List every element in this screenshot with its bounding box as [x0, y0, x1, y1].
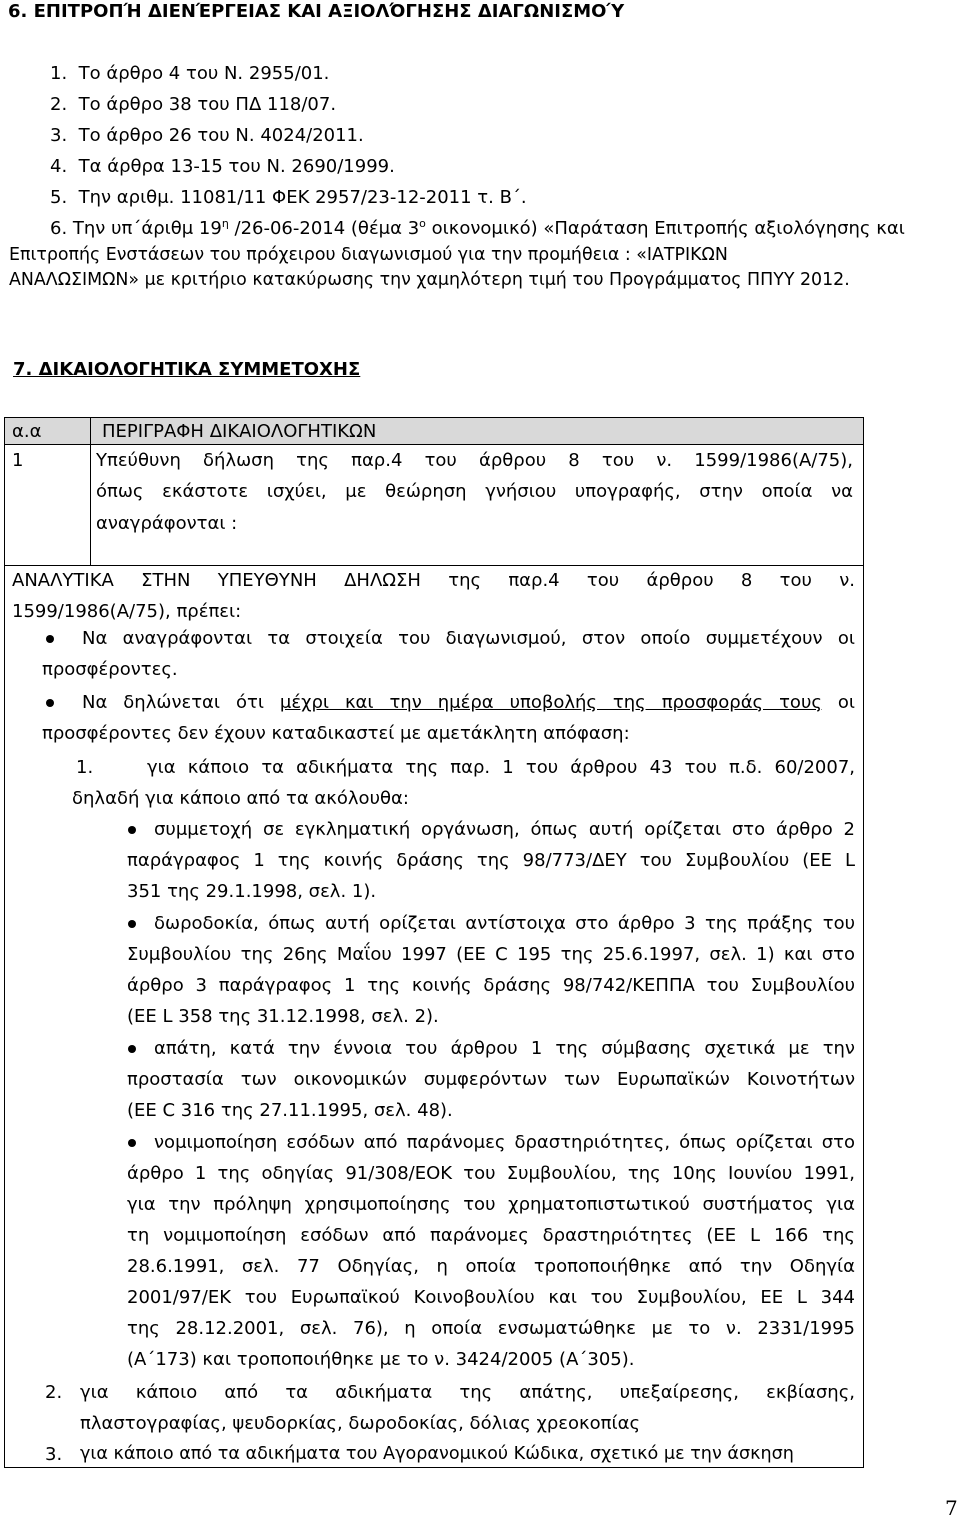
list-item-6: 6. Την υπ΄άριθμ $19^\eta$ /26-06-2014 (θέμα $3^o$ οικονομικό) «Παράταση Επιτροπής αξιολόγησης και — [50, 217, 905, 239]
section-6-title: 6. ΕΠΙΤΡΟΠΉ ΔΙΕΝΈΡΓΕΙΑΣ ΚΑΙ ΑΞΙΟΛΌΓΗΣΗΣ ΔΙΑΓΩΝΙΣΜΟΎ — [8, 1, 625, 22]
crime-text: της 28.12.2001, σελ. 76), η οποία ενσωματώθηκε με το ν. 2331/1995 — [127, 1318, 855, 1339]
bullet-icon — [128, 1139, 136, 1147]
crime-text: προστασία των οικονομικών συμφερόντων των Ευρωπαϊκών Κοινοτήτων — [127, 1069, 855, 1090]
row-description-line: Υπεύθυνη δήλωση της παρ.4 του άρθρου 8 του ν. 1599/1986(Α/75), — [96, 450, 853, 471]
table-header-number: α.α — [12, 421, 42, 442]
crime-text: (ΕΕ C 316 της 27.11.1995, σελ. 48). — [127, 1100, 453, 1121]
sub-item-number: 1. — [76, 757, 94, 778]
list-item: 2. Το άρθρο 38 του ΠΔ 118/07. — [50, 94, 337, 115]
table-row-divider — [5, 565, 863, 566]
bullet-text: προσφέροντες δεν έχουν καταδικαστεί με αμετάκλητη απόφαση: — [42, 723, 630, 744]
crime-text: απάτη, κατά την έννοια του άρθρου 1 της σύμβασης σχετικά με την — [154, 1038, 855, 1059]
row-description-line: όπως εκάστοτε ισχύει, με θεώρηση γνήσιου υπογραφής, στην οποία να — [96, 481, 853, 502]
page-number: 7 — [945, 1496, 958, 1520]
crime-text: (Α΄173) και τροποποιήθηκε με το ν. 3424/2005 (Α΄305). — [127, 1349, 635, 1370]
crime-text: 2001/97/ΕΚ του Ευρωπαϊκού Κοινοβουλίου και του Συμβουλίου, ΕΕ L 344 — [127, 1287, 855, 1308]
list-item: 4. Τα άρθρα 13-15 του Ν. 2690/1999. — [50, 156, 395, 177]
crime-text: δωροδοκία, όπως αυτή ορίζεται αντίστοιχα στο άρθρο 3 της πράξης του — [154, 913, 855, 934]
list-item-6-line-3: ΑΝΑΛΩΣΙΜΩΝ» με κριτήριο κατακύρωσης την χαμηλότερη τιμή του Προγράμματος ΠΠΥΥ 2012. — [9, 270, 850, 290]
sub-item-text: για κάποιο από τα αδικήματα της απάτης, υπεξαίρεσης, εκβίασης, — [80, 1382, 855, 1403]
bullet-icon — [128, 1045, 136, 1053]
table-header-description: ΠΕΡΙΓΡΑΦΗ ΔΙΚΑΙΟΛΟΓΗΤΙΚΩΝ — [102, 421, 377, 442]
sub-item-text: δηλαδή για κάποιο από τα ακόλουθα: — [72, 788, 409, 809]
crime-text: για την πρόληψη χρησιμοποίησης του χρηματοπιστωτικού συστήματος για — [127, 1194, 855, 1215]
bullet-icon — [128, 826, 136, 834]
crime-text: παράγραφος 1 της κοινής δράσης της 98/773/ΔΕΥ του Συμβουλίου (ΕΕ L — [127, 850, 855, 871]
crime-text: Συμβουλίου της 26ης Μαΐου 1997 (ΕΕ C 195 της 25.6.1997, σελ. 1) και στο — [127, 944, 855, 965]
list-item: 3. Το άρθρο 26 του Ν. 4024/2011. — [50, 125, 364, 146]
list-item-6-line-2: Επιτροπής Ενστάσεων του πρόχειρου διαγωνισμού για την προμήθεια : «ΙΑΤΡΙΚΩΝ — [9, 245, 728, 265]
sub-item-text: για κάποιο από τα αδικήματα του Αγορανομικού Κώδικα, σχετικό με την άσκηση — [80, 1444, 794, 1464]
bullet-text: προσφέροντες. — [42, 659, 178, 680]
crime-text: 351 της 29.1.1998, σελ. 1). — [127, 881, 377, 902]
crime-text: (ΕΕ L 358 της 31.12.1998, σελ. 2). — [127, 1006, 439, 1027]
crime-text: άρθρο 1 της οδηγίας 91/308/ΕΟΚ του Συμβουλίου, της 10ης Ιουνίου 1991, — [127, 1163, 855, 1184]
sub-item-number: 3. — [45, 1444, 63, 1465]
crime-text: τη νομιμοποίηση εσόδων από παράνομες δραστηριότητες (ΕΕ L 166 της — [127, 1225, 855, 1246]
row-number: 1 — [12, 450, 24, 471]
detail-heading-line-2: 1599/1986(Α/75), πρέπει: — [12, 601, 242, 622]
crime-text: άρθρο 3 παράγραφος 1 της κοινής δράσης 98/742/ΚΕΠΠΑ του Συμβουλίου — [127, 975, 855, 996]
list-item: 5. Την αριθμ. 11081/11 ΦΕΚ 2957/23-12-2011 τ. Β΄. — [50, 187, 527, 208]
sub-item-text: πλαστογραφίας, ψευδορκίας, δωροδοκίας, δόλιας χρεοκοπίας — [80, 1413, 641, 1434]
sub-item-number: 2. — [45, 1382, 63, 1403]
table-column-divider — [90, 418, 91, 565]
bullet-text: Να αναγράφονται τα στοιχεία του διαγωνισμού, στον οποίο συμμετέχουν οι — [82, 628, 855, 649]
crime-text: συμμετοχή σε εγκληματική οργάνωση, όπως αυτή ορίζεται στο άρθρο 2 — [154, 819, 855, 840]
bullet-icon — [46, 635, 54, 643]
detail-heading: ΑΝΑΛΥΤΙΚΑ ΣΤΗΝ ΥΠΕΥΘΥΝΗ ΔΗΛΩΣΗ της παρ.4 του άρθρου 8 του ν. — [12, 570, 855, 591]
bullet-icon — [128, 920, 136, 928]
sub-item-text: για κάποιο τα αδικήματα της παρ. 1 του άρθρου 43 του π.δ. 60/2007, — [147, 757, 855, 778]
section-7-title: 7. ΔΙΚΑΙΟΛΟΓΗΤΙΚΑ ΣΥΜΜΕΤΟΧΗΣ — [13, 359, 361, 380]
crime-text: 28.6.1991, σελ. 77 Οδηγίας, η οποία τροποποιήθηκε από την Οδηγία — [127, 1256, 855, 1277]
crime-text: νομιμοποίηση εσόδων από παράνομες δραστηριότητες, όπως ορίζεται στο — [154, 1132, 855, 1153]
row-description-line: αναγράφονται : — [96, 513, 238, 534]
list-item: 1. Το άρθρο 4 του Ν. 2955/01. — [50, 63, 330, 84]
bullet-icon — [46, 699, 54, 707]
bullet-text: Να δηλώνεται ότι μέχρι και την ημέρα υποβολής της προσφοράς τους οι — [82, 692, 855, 713]
